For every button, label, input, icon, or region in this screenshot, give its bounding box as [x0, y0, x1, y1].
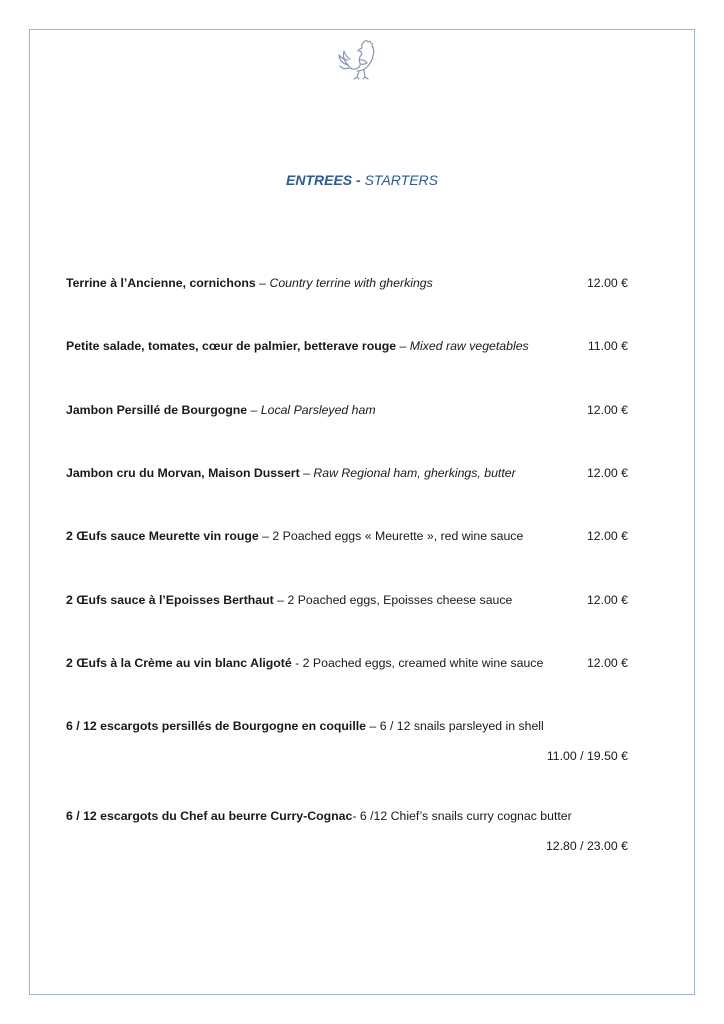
section-title: [0, 172, 724, 188]
menu-item: [66, 402, 628, 418]
menu-item: [66, 275, 628, 291]
item-separator: –: [366, 719, 380, 733]
item-separator: –: [247, 403, 261, 417]
item-name-fr: 6 / 12 escargots persillés de Bourgogne en coquille: [66, 719, 367, 733]
item-name-fr: Jambon Persillé de Bourgogne: [66, 403, 248, 417]
item-price: 12.00 €: [586, 403, 628, 417]
section-title-fr: ENTREES: [286, 172, 353, 188]
menu-item: [66, 655, 628, 671]
item-separator: –: [258, 529, 273, 543]
item-desc-en: Country terrine with gherkings: [269, 276, 433, 290]
item-name-fr: Terrine à l’Ancienne, cornichons: [66, 276, 256, 290]
section-title-en: STARTERS: [364, 172, 438, 188]
item-desc-en: Raw Regional ham, gherkings, butter: [313, 466, 516, 480]
rooster-icon: [337, 38, 383, 82]
item-name-fr: 6 / 12 escargots du Chef au beurre Curry-Cognac: [66, 809, 353, 823]
item-desc-en: 6 /12 Chief’s snails curry cognac butter: [359, 809, 572, 823]
item-desc-en: Local Parsleyed ham: [260, 403, 376, 417]
menu-item: [66, 465, 628, 481]
item-price: 12.00 €: [586, 276, 628, 290]
menu-item: [66, 592, 628, 608]
item-desc-en: 2 Poached eggs, creamed white wine sauce: [302, 656, 544, 670]
item-separator: –: [396, 339, 410, 353]
item-price: 12.00 €: [586, 593, 628, 607]
menu-item: [66, 718, 628, 764]
item-separator: –: [299, 466, 314, 480]
item-separator: -: [291, 656, 303, 670]
item-separator: –: [255, 276, 270, 290]
item-name-fr: 2 Œufs à la Crème au vin blanc Aligoté: [66, 656, 292, 670]
item-desc-en: Mixed raw vegetables: [409, 339, 529, 353]
item-name-fr: Jambon cru du Morvan, Maison Dussert: [66, 466, 300, 480]
item-separator: –: [273, 593, 288, 607]
item-price: 11.00 €: [587, 339, 628, 353]
item-price: 11.00 / 19.50 €: [546, 749, 628, 763]
item-desc-en: 6 / 12 snails parsleyed in shell: [379, 719, 544, 733]
item-price: 12.00 €: [586, 529, 628, 543]
menu-item: [66, 528, 628, 544]
item-desc-en: 2 Poached eggs, Epoisses cheese sauce: [287, 593, 513, 607]
item-price: 12.00 €: [586, 656, 628, 670]
item-name-fr: Petite salade, tomates, cœur de palmier, betterave rouge: [66, 339, 397, 353]
menu-item: [66, 338, 628, 354]
item-name-fr: 2 Œufs sauce à l’Epoisses Berthaut: [66, 593, 274, 607]
item-separator: -: [352, 809, 360, 823]
item-price: 12.80 / 23.00 €: [545, 839, 628, 853]
menu-item: [66, 808, 628, 854]
section-title-separator: -: [352, 172, 365, 188]
item-name-fr: 2 Œufs sauce Meurette vin rouge: [66, 529, 259, 543]
item-price: 12.00 €: [586, 466, 628, 480]
item-desc-en: 2 Poached eggs « Meurette », red wine sauce: [272, 529, 524, 543]
